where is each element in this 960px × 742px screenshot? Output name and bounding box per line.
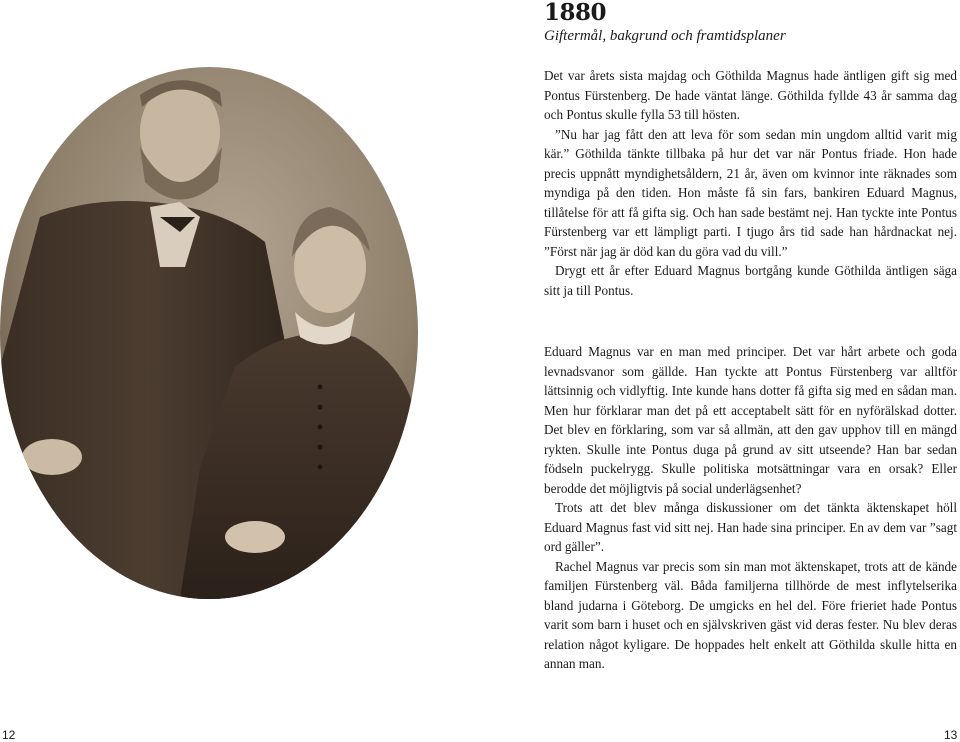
body-text-section-2 [544, 342, 957, 674]
chapter-subtitle: Giftermål, bakgrund och framtidsplaner [544, 28, 786, 44]
paragraph: Rachel Magnus var precis som sin man mot äktenskapet, trots att de kände familjen Fürstenberg väl. Båda familjerna tillhörde de mest inflytelserika bland judarna i Göteborg. De umgicks en hel del. Före frieriet hade Pontus varit som barn i huset och en självskriven gäst vid deras fester. Nu blev deras relation något kyligare. De hoppades helt enkelt att Göthilda skulle hitta en annan man. [544, 558, 957, 671]
body-text-section-1 [544, 66, 957, 300]
paragraph: Det var årets sista majdag och Göthilda Magnus hade äntligen gift sig med Pontus Fürstenberg. De hade väntat länge. Göthilda fyllde 43 år samma dag och Pontus skulle fylla 53 till hösten. [544, 68, 957, 122]
paragraph: Trots att det blev många diskussioner om det tänkta äktenskapet höll Eduard Magnus fast vid sitt nej. Han hade sina principer. En av dem var ”sagt ord gäller”. [544, 500, 957, 554]
portrait-photo [0, 67, 418, 599]
page-number-left: 12 [2, 728, 16, 742]
paragraph: Eduard Magnus var en man med principer. Det var hårt arbete och goda levnadsvanor som gällde. Han tyckte att Pontus Fürstenberg var alltför lättsinnig och vidlyftig. Inte kunde hans dotter få gifta sig med en sådan man. Men hur förklarar man det på ett acceptabelt sätt för en nyförälskad dotter. Det blev en förklaring, som var så allmän, att den gav upphov till en mängd rykten. Skulle inte Pontus duga på grund av sitt utseende? Han bar sedan födseln puckelrygg. Skulle politiska motsättningar vara en orsak? Eller berodde det möjligtvis på social underlägsenhet? [544, 344, 957, 496]
paragraph: Drygt ett år efter Eduard Magnus bortgång kunde Göthilda äntligen säga sitt ja till Pontus. [544, 263, 957, 298]
paragraph: ”Nu har jag fått den att leva för som sedan min ungdom alltid varit mig kär.” Göthilda tänkte tillbaka på hur det var när Pontus friade. Hon hade precis uppnått myndighetsåldern, 21 år, även om kvinnor inte räknades som myndiga på den tiden. Hon måste få sin fars, bankiren Eduard Magnus, tillåtelse för att få gifta sig. Och han sade bestämt nej. Han tyckte inte Pontus Fürstenberg var ett lämpligt parti. I tjugo års tid sade han hårdnackat nej. ”Först när jag är död kan du göra vad du vill.” [544, 126, 957, 259]
chapter-year: 1880 [544, 0, 607, 26]
chapter-heading [544, 0, 786, 45]
page-number-right: 13 [944, 728, 958, 742]
